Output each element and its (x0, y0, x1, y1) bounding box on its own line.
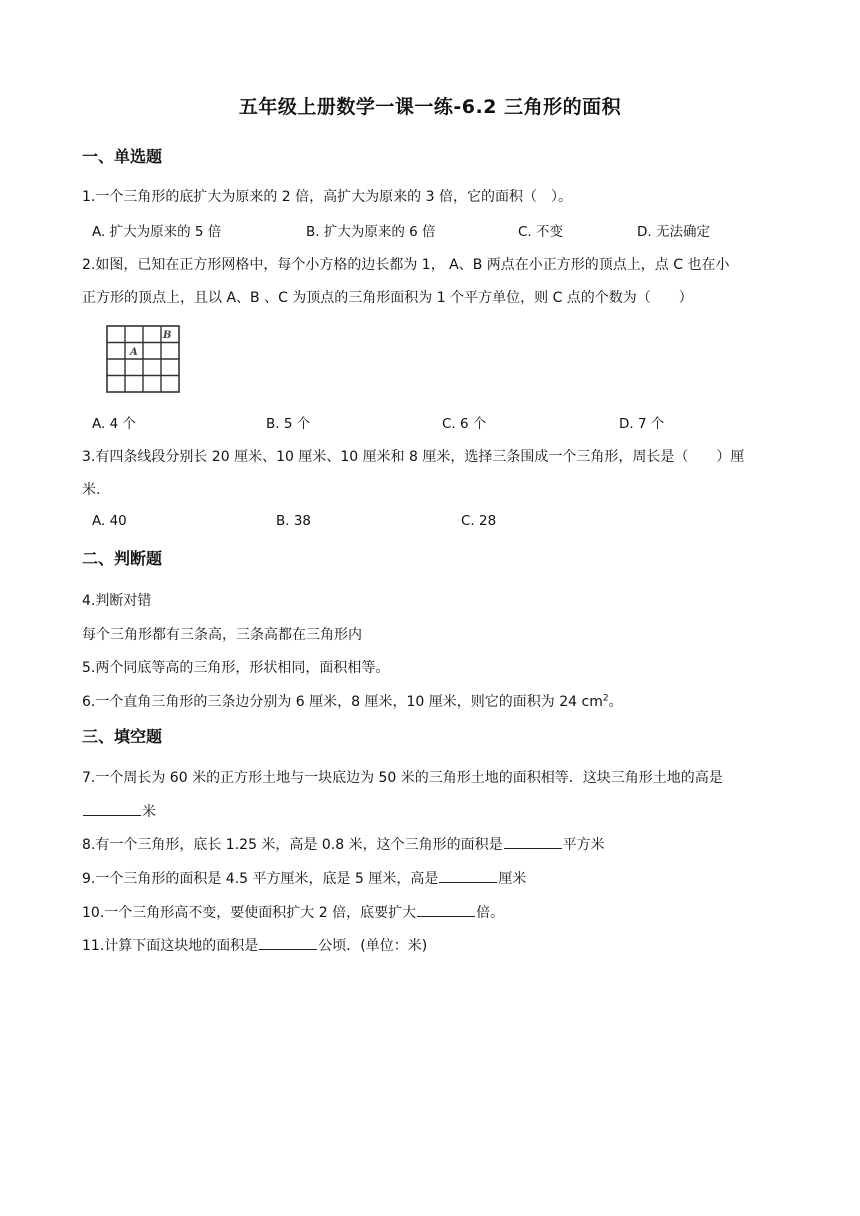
q1-option-b: B. 扩大为原来的 6 倍 (306, 224, 436, 240)
question-9 (82, 868, 526, 888)
q3-option-c: C. 28 (461, 513, 497, 529)
q2-option-a: A. 4 个 (92, 416, 136, 432)
grid-figure (106, 325, 180, 397)
q3-option-b: B. 38 (276, 513, 312, 529)
question-3-line-1: 3.有四条线段分别长 20 厘米、10 厘米、10 厘米和 8 厘米，选择三条围成一个三角形，周长是（ ）厘 (82, 449, 745, 465)
question-6 (82, 691, 623, 711)
question-8-text: 8.有一个三角形，底长 1.25 米，高是 0.8 米，这个三角形的面积是 (82, 837, 503, 853)
question-11 (82, 935, 427, 955)
point-b-label: B (163, 330, 172, 341)
question-4-line-2: 每个三角形都有三条高，三条高都在三角形内 (82, 627, 362, 643)
question-6-text: 6.一个直角三角形的三条边分别为 6 厘米，8 厘米，10 厘米，则它的面积为 24 cm (82, 694, 603, 710)
question-9-unit: 厘米 (498, 871, 527, 887)
answer-blank[interactable] (504, 836, 562, 849)
section-single-choice: 一、单选题 (82, 147, 163, 166)
question-9-text: 9.一个三角形的面积是 4.5 平方厘米，底是 5 厘米，高是 (82, 871, 439, 887)
squared-superscript: 2 (602, 693, 609, 704)
answer-blank[interactable] (417, 904, 475, 917)
question-11-text: 11.计算下面这块地的面积是 (82, 938, 259, 954)
question-1: 1.一个三角形的底扩大为原来的 2 倍，高扩大为原来的 3 倍，它的面积（ ）。 (82, 189, 572, 205)
q2-option-b: B. 5 个 (266, 416, 311, 432)
answer-blank[interactable] (439, 870, 497, 883)
question-10-text: 10.一个三角形高不变，要使面积扩大 2 倍，底要扩大 (82, 905, 417, 921)
question-8 (82, 834, 605, 854)
question-7-line-2 (82, 801, 156, 821)
question-6-end: 。 (608, 694, 623, 710)
section-true-false: 二、判断题 (82, 549, 163, 568)
question-11-unit: 公顷．(单位：米) (318, 938, 428, 954)
question-10 (82, 902, 504, 922)
question-10-unit: 倍。 (476, 905, 505, 921)
answer-blank[interactable] (83, 803, 141, 816)
section-fill-blank: 三、填空题 (82, 727, 163, 746)
q3-option-a: A. 40 (92, 513, 127, 529)
q1-option-c: C. 不变 (518, 224, 564, 240)
question-3-line-2: 米. (82, 482, 101, 498)
answer-blank[interactable] (259, 937, 317, 950)
question-8-unit: 平方米 (562, 837, 605, 853)
page-title: 五年级上册数学一课一练-6.2 三角形的面积 (238, 96, 622, 118)
question-2-line-2: 正方形的顶点上，且以 A、B 、C 为顶点的三角形面积为 1 个平方单位，则 C 点的个数为（ ） (82, 290, 693, 306)
question-2-line-1: 2.如图，已知在正方形网格中，每个小方格的边长都为 1， A、B 两点在小正方形的顶点上，点 C 也在小 (82, 257, 730, 273)
question-7-line-1: 7.一个周长为 60 米的正方形土地与一块底边为 50 米的三角形土地的面积相等．这块三角形土地的高是 (82, 770, 723, 786)
point-a-label: A (130, 347, 138, 358)
square-grid-diagram (106, 325, 180, 393)
q2-option-d: D. 7 个 (619, 416, 665, 432)
question-4-line-1: 4.判断对错 (82, 593, 152, 609)
q1-option-d: D. 无法确定 (637, 224, 710, 240)
question-7-unit: 米 (142, 804, 156, 820)
q2-option-c: C. 6 个 (442, 416, 487, 432)
q1-option-a: A. 扩大为原来的 5 倍 (92, 224, 222, 240)
question-5: 5.两个同底等高的三角形，形状相同，面积相等。 (82, 660, 390, 676)
